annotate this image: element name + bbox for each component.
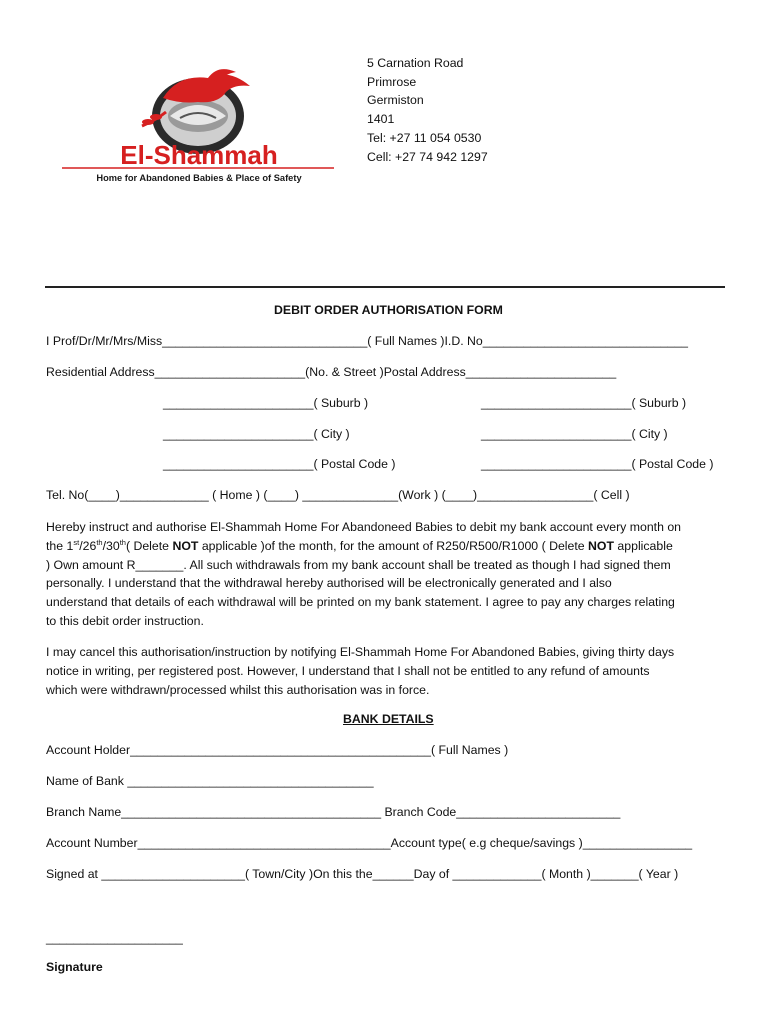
para1-line-2: the 1st/26th/30th( Delete NOT applicable )of the month, for the amount of R250/R500/R1000 ( Delete NOT applicable (46, 537, 673, 553)
para1-line-3: ) Own amount R_______. All such withdrawals from my bank account shall be treated as though I had signed them (46, 557, 671, 572)
authorisation-paragraph (46, 518, 726, 631)
account-number-type-field[interactable]: Account Number_____________________________________Account type( e.g cheque/savings )________________ (46, 836, 693, 850)
residential-postal-code-field[interactable]: ______________________( Postal Code ) (163, 457, 396, 471)
para2-line-2: notice in writing, per registered post. However, I understand that I shall not be entitled to any refund of amounts (46, 663, 650, 678)
bank-name-field[interactable]: Name of Bank ____________________________________ (46, 774, 374, 788)
full-names-id-field[interactable]: I Prof/Dr/Mr/Mrs/Miss______________________________( Full Names )I.D. No______________________________ (46, 334, 688, 348)
logo-graphic (58, 64, 340, 188)
para2-line-3: which were withdrawn/processed whilst this authorisation was in force. (46, 682, 430, 697)
account-holder-field[interactable]: Account Holder____________________________________________( Full Names ) (46, 743, 509, 757)
postal-city-field[interactable]: ______________________( City ) (481, 427, 668, 441)
signed-at-date-field[interactable]: Signed at _____________________( Town/City )On this the______Day of _____________( Month )_______( Year ) (46, 867, 679, 881)
header-divider (45, 286, 725, 288)
signature-label: Signature (46, 960, 103, 974)
cancellation-paragraph (46, 643, 726, 699)
svg-text:Home for Abandoned Babies & Pl: Home for Abandoned Babies & Place of Safety (96, 173, 302, 183)
organisation-address (367, 54, 488, 166)
address-line-3: Germiston (367, 93, 424, 108)
para1-line-1: Hereby instruct and authorise El-Shammah Home For Abandoneed Babies to debit my bank account every month on (46, 520, 682, 534)
para1-line-5: understand that details of each withdrawal will be printed on my bank statement. I agree to pay any charges relating (46, 595, 675, 610)
address-line-1: 5 Carnation Road (367, 56, 464, 70)
address-line-4: 1401 (367, 112, 395, 127)
el-shammah-logo (58, 64, 340, 188)
para1-line-4: personally. I understand that the withdrawal hereby authorised will be electronically generated and I also (46, 576, 612, 591)
telephone: Tel: +27 11 054 0530 (367, 130, 482, 145)
residential-suburb-field[interactable]: ______________________( Suburb ) (163, 396, 369, 410)
svg-text:El-Shammah: El-Shammah (120, 140, 278, 170)
residential-city-field[interactable]: ______________________( City ) (163, 427, 350, 441)
telephone-numbers-field[interactable]: Tel. No(____)_____________ ( Home ) (____) ______________(Work ) (____)_________________( Cell ) (46, 488, 630, 502)
signature-line[interactable]: ____________________ (46, 931, 183, 945)
para2-line-1: I may cancel this authorisation/instruction by notifying El-Shammah Home For Abandoned Babies, giving thirty days (46, 645, 675, 659)
branch-name-code-field[interactable]: Branch Name______________________________________ Branch Code________________________ (46, 805, 621, 819)
residential-postal-address-field[interactable]: Residential Address______________________(No. & Street )Postal Address______________________ (46, 365, 617, 379)
cellphone: Cell: +27 74 942 1297 (367, 149, 488, 164)
para1-line-6: to this debit order instruction. (46, 613, 204, 628)
postal-suburb-field[interactable]: ______________________( Suburb ) (481, 396, 687, 410)
address-line-2: Primrose (367, 74, 417, 89)
bank-details-heading: BANK DETAILS (343, 712, 434, 726)
postal-postal-code-field[interactable]: ______________________( Postal Code ) (481, 457, 714, 471)
form-title: DEBIT ORDER AUTHORISATION FORM (274, 303, 503, 317)
